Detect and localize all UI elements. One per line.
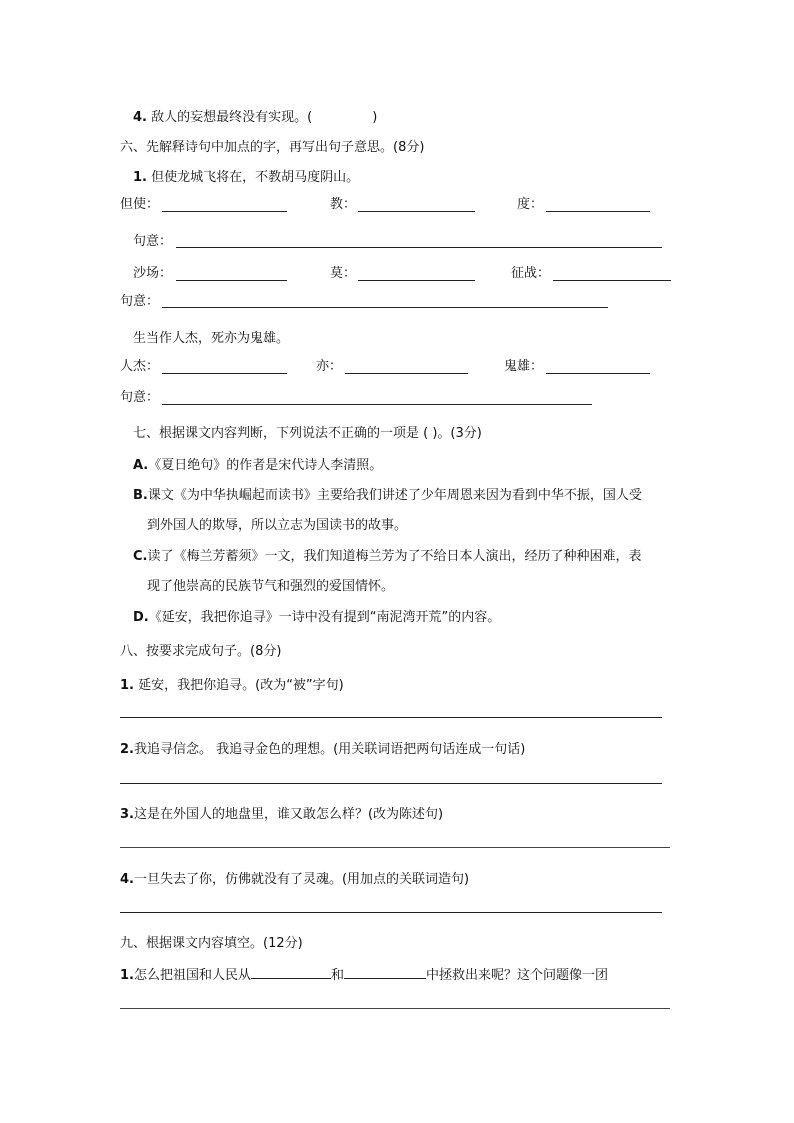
- label-shachang: 沙场：: [133, 266, 173, 281]
- fill-blank-1[interactable]: [251, 964, 331, 979]
- answer-line-8-2[interactable]: [120, 783, 662, 784]
- label-juyi-3: 句意：: [120, 390, 160, 405]
- label-juyi-2: 句意：: [120, 294, 160, 309]
- label-mo: 莫：: [330, 266, 357, 281]
- option-b-continuation: 到外国人的欺辱，所以立志为国读书的故事。: [147, 518, 408, 533]
- option-text: 《夏日绝句》的作者是宋代诗人李清照。: [148, 458, 383, 473]
- option-a[interactable]: [133, 457, 382, 475]
- label-guixiong: 鬼雄：: [504, 359, 544, 374]
- option-letter: B.: [133, 488, 148, 503]
- question-6-1: [133, 169, 359, 187]
- option-c[interactable]: [133, 548, 642, 566]
- answer-line-juyi-1[interactable]: [176, 247, 662, 248]
- answer-line-8-4[interactable]: [120, 912, 662, 913]
- answer-blank-mo[interactable]: [358, 280, 475, 281]
- section-8-title: 八、按要求完成句子。(8分): [120, 644, 282, 659]
- answer-blank-yi[interactable]: [345, 373, 468, 374]
- option-c-continuation: 现了他崇高的民族节气和强烈的爱国情怀。: [147, 579, 395, 594]
- question-number: 1.: [120, 968, 134, 983]
- option-text: 读了《梅兰芳蓄须》一文，我们知道梅兰芳为了不给日本人演出，经历了种种困难，表: [147, 549, 642, 564]
- option-letter: D.: [133, 610, 149, 625]
- question-number: 4.: [133, 110, 147, 125]
- answer-blank-jiao[interactable]: [358, 211, 475, 212]
- section-6-title: 六、先解释诗句中加点的字，再写出句子意思。(8分): [120, 140, 425, 155]
- label-renjie: 人杰：: [120, 359, 160, 374]
- question-number: 4.: [120, 872, 134, 887]
- option-text: 课文《为中华执崛起而读书》主要给我们讲述了少年周恩来因为看到中华不振，国人受: [147, 488, 642, 503]
- answer-line-9-1[interactable]: [120, 1008, 670, 1009]
- option-text: 《延安，我把你追寻》一诗中没有提到“南泥湾开荒”的内容。: [148, 610, 501, 625]
- label-danshi: 但使：: [120, 197, 160, 212]
- answer-blank-shachang[interactable]: [176, 280, 287, 281]
- question-8-4: [120, 871, 469, 889]
- poem-line-3: 生当作人杰，死亦为鬼雄。: [133, 331, 290, 346]
- question-8-1: [120, 677, 344, 695]
- question-8-3: [120, 806, 443, 824]
- question-text-a: 怎么把祖国和人民从: [133, 968, 251, 983]
- answer-blank-guixiong[interactable]: [546, 373, 650, 374]
- question-text: 这是在外国人的地盘里，谁又敢怎么样？(改为陈述句): [133, 807, 444, 822]
- question-number: 3.: [120, 807, 134, 822]
- paren-close: ): [372, 110, 378, 125]
- answer-line-juyi-3[interactable]: [162, 404, 592, 405]
- fill-blank-2[interactable]: [344, 964, 426, 979]
- question-8-2: [120, 741, 525, 759]
- question-number: 1.: [133, 170, 147, 185]
- answer-line-juyi-2[interactable]: [162, 307, 608, 308]
- answer-blank-danshi[interactable]: [162, 211, 287, 212]
- answer-blank-zhengzhan[interactable]: [553, 280, 671, 281]
- question-5-4: [133, 109, 377, 127]
- question-number: 2.: [120, 742, 134, 757]
- label-zhengzhan: 征战：: [511, 266, 551, 281]
- option-b[interactable]: [133, 487, 642, 505]
- question-number: 1.: [120, 678, 134, 693]
- answer-line-8-3[interactable]: [120, 847, 670, 848]
- section-9-title: 九、根据课文内容填空。(12分): [120, 936, 303, 951]
- question-text: 敌人的妄想最终没有实现。(: [146, 110, 313, 125]
- answer-blank-du[interactable]: [546, 211, 650, 212]
- option-d[interactable]: [133, 609, 500, 627]
- answer-blank-renjie[interactable]: [162, 373, 287, 374]
- question-text: 我追寻信念。 我追寻金色的理想。(用关联词语把两句话连成一句话): [133, 742, 526, 757]
- answer-line-8-1[interactable]: [120, 717, 662, 718]
- question-text: 延安，我把你追寻。(改为“被”字句): [133, 678, 344, 693]
- question-text: 但使龙城飞将在，不教胡马度阴山。: [146, 170, 360, 185]
- option-letter: C.: [133, 549, 148, 564]
- label-du: 度：: [517, 197, 544, 212]
- option-letter: A.: [133, 458, 149, 473]
- question-text-c: 中拯救出来呢？这个问题像一团: [426, 968, 609, 983]
- section-7-title: 七、根据课文内容判断，下列说法不正确的一项是 ( )。(3分): [133, 426, 482, 441]
- question-9-1: [120, 964, 608, 985]
- label-yi: 亦：: [316, 359, 343, 374]
- label-juyi-1: 句意：: [133, 234, 173, 249]
- label-jiao: 教：: [330, 197, 357, 212]
- question-text: 一旦失去了你，仿佛就没有了灵魂。(用加点的关联词造句): [133, 872, 470, 887]
- question-text-b: 和: [331, 968, 345, 983]
